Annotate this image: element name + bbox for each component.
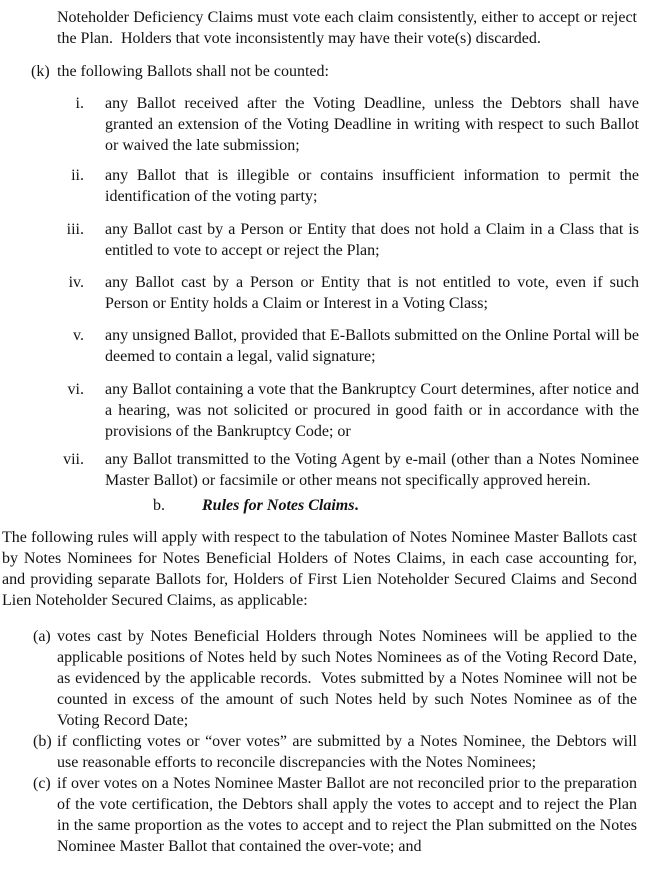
intro-paragraph: Noteholder Deficiency Claims must vote each claim consistently, either to accept or reject the Plan. Holders that vote inconsistently may have their vote(s) discarded. [57, 9, 641, 47]
list-item-roman-ii-text: any Ballot that is illegible or contains insufficient information to permit the identification of the voting party; [105, 167, 643, 205]
section-heading-period: . [354, 497, 359, 514]
list-marker-k: (k) [31, 63, 50, 80]
section-heading [0, 495, 637, 516]
section-heading-title: Rules for Notes Claims [202, 497, 355, 514]
list-item-b-text: if conflicting votes or “over votes” are submitted by a Notes Nominee, the Debtors will use reasonable efforts to reconcile discrepancies with the Notes Nominees; [57, 733, 641, 771]
list-item-roman-iv [0, 272, 643, 314]
list-item-a-text: votes cast by Notes Beneficial Holders through Notes Nominees will be applied to the applicable positions of Notes held by such Notes Nominees as of the Voting Record Date, as evidenced by the applicable records. Votes submitted by a Notes Nominee will not be counted in excess of the amount of such Notes held by such Notes Nominee as of the Voting Record Date; [57, 628, 641, 729]
list-item-k-text: the following Ballots shall not be counted: [57, 63, 329, 80]
list-item-roman-v [0, 325, 643, 367]
list-item-roman-vii [0, 449, 643, 491]
list-marker-roman-ii: ii. [71, 167, 84, 184]
list-item-roman-v-text: any unsigned Ballot, provided that E-Ballots submitted on the Online Portal will be deemed to contain a legal, valid signature; [105, 327, 643, 365]
list-marker-b: (b) [33, 733, 52, 750]
list-item-roman-ii [0, 165, 643, 207]
list-marker-c: (c) [33, 775, 51, 792]
list-item-roman-iii-text: any Ballot cast by a Person or Entity that does not hold a Claim in a Class that is entitled to vote to accept or reject the Plan; [105, 221, 643, 259]
section-heading-marker: b. [153, 497, 165, 514]
list-item-roman-vi-text: any Ballot containing a vote that the Bankruptcy Court determines, after notice and a hearing, was not solicited or procured in good faith or in accordance with the provisions of the Bankruptcy Code; or [105, 381, 643, 440]
list-marker-a: (a) [33, 628, 51, 645]
list-marker-roman-iv: iv. [68, 274, 84, 291]
list-item-roman-iii [0, 219, 643, 261]
list-item-a [0, 626, 641, 731]
list-item-c [0, 773, 641, 857]
list-marker-roman-i: i. [75, 95, 84, 112]
list-marker-roman-iii: iii. [66, 221, 84, 238]
rules-paragraph: The following rules will apply with respect to the tabulation of Notes Nominee Master Ballots cast by Notes Nominees for Notes Beneficial Holders of Notes Claims, in each case accounting for, and providing separate Ballots for, Holders of First Lien Noteholder Secured Claims and Second Lien Noteholder Secured Claims, as applicable: [2, 529, 641, 609]
list-item-k [0, 61, 637, 82]
list-item-c-text: if over votes on a Notes Nominee Master Ballot are not reconciled prior to the preparation of the vote certification, the Debtors shall apply the votes to accept and to reject the Plan in the same proportion as the votes to accept and to reject the Plan submitted on the Notes Nominee Master Ballot that contained the over-vote; and [57, 775, 641, 855]
list-item-roman-i-text: any Ballot received after the Voting Deadline, unless the Debtors shall have granted an extension of the Voting Deadline in writing with respect to such Ballot or waived the late submission; [105, 95, 643, 154]
list-item-roman-i [0, 93, 643, 156]
list-marker-roman-vi: vi. [67, 381, 84, 398]
list-item-roman-vi [0, 379, 643, 442]
list-item-roman-iv-text: any Ballot cast by a Person or Entity that is not entitled to vote, even if such Person or Entity holds a Claim or Interest in a Voting Class; [105, 274, 643, 312]
list-item-b [0, 731, 641, 773]
list-marker-roman-vii: vii. [63, 451, 84, 468]
list-item-roman-vii-text: any Ballot transmitted to the Voting Agent by e-mail (other than a Notes Nominee Master Ballot) or facsimile or other means not specifically approved herein. [105, 451, 643, 489]
list-marker-roman-v: v. [73, 327, 84, 344]
